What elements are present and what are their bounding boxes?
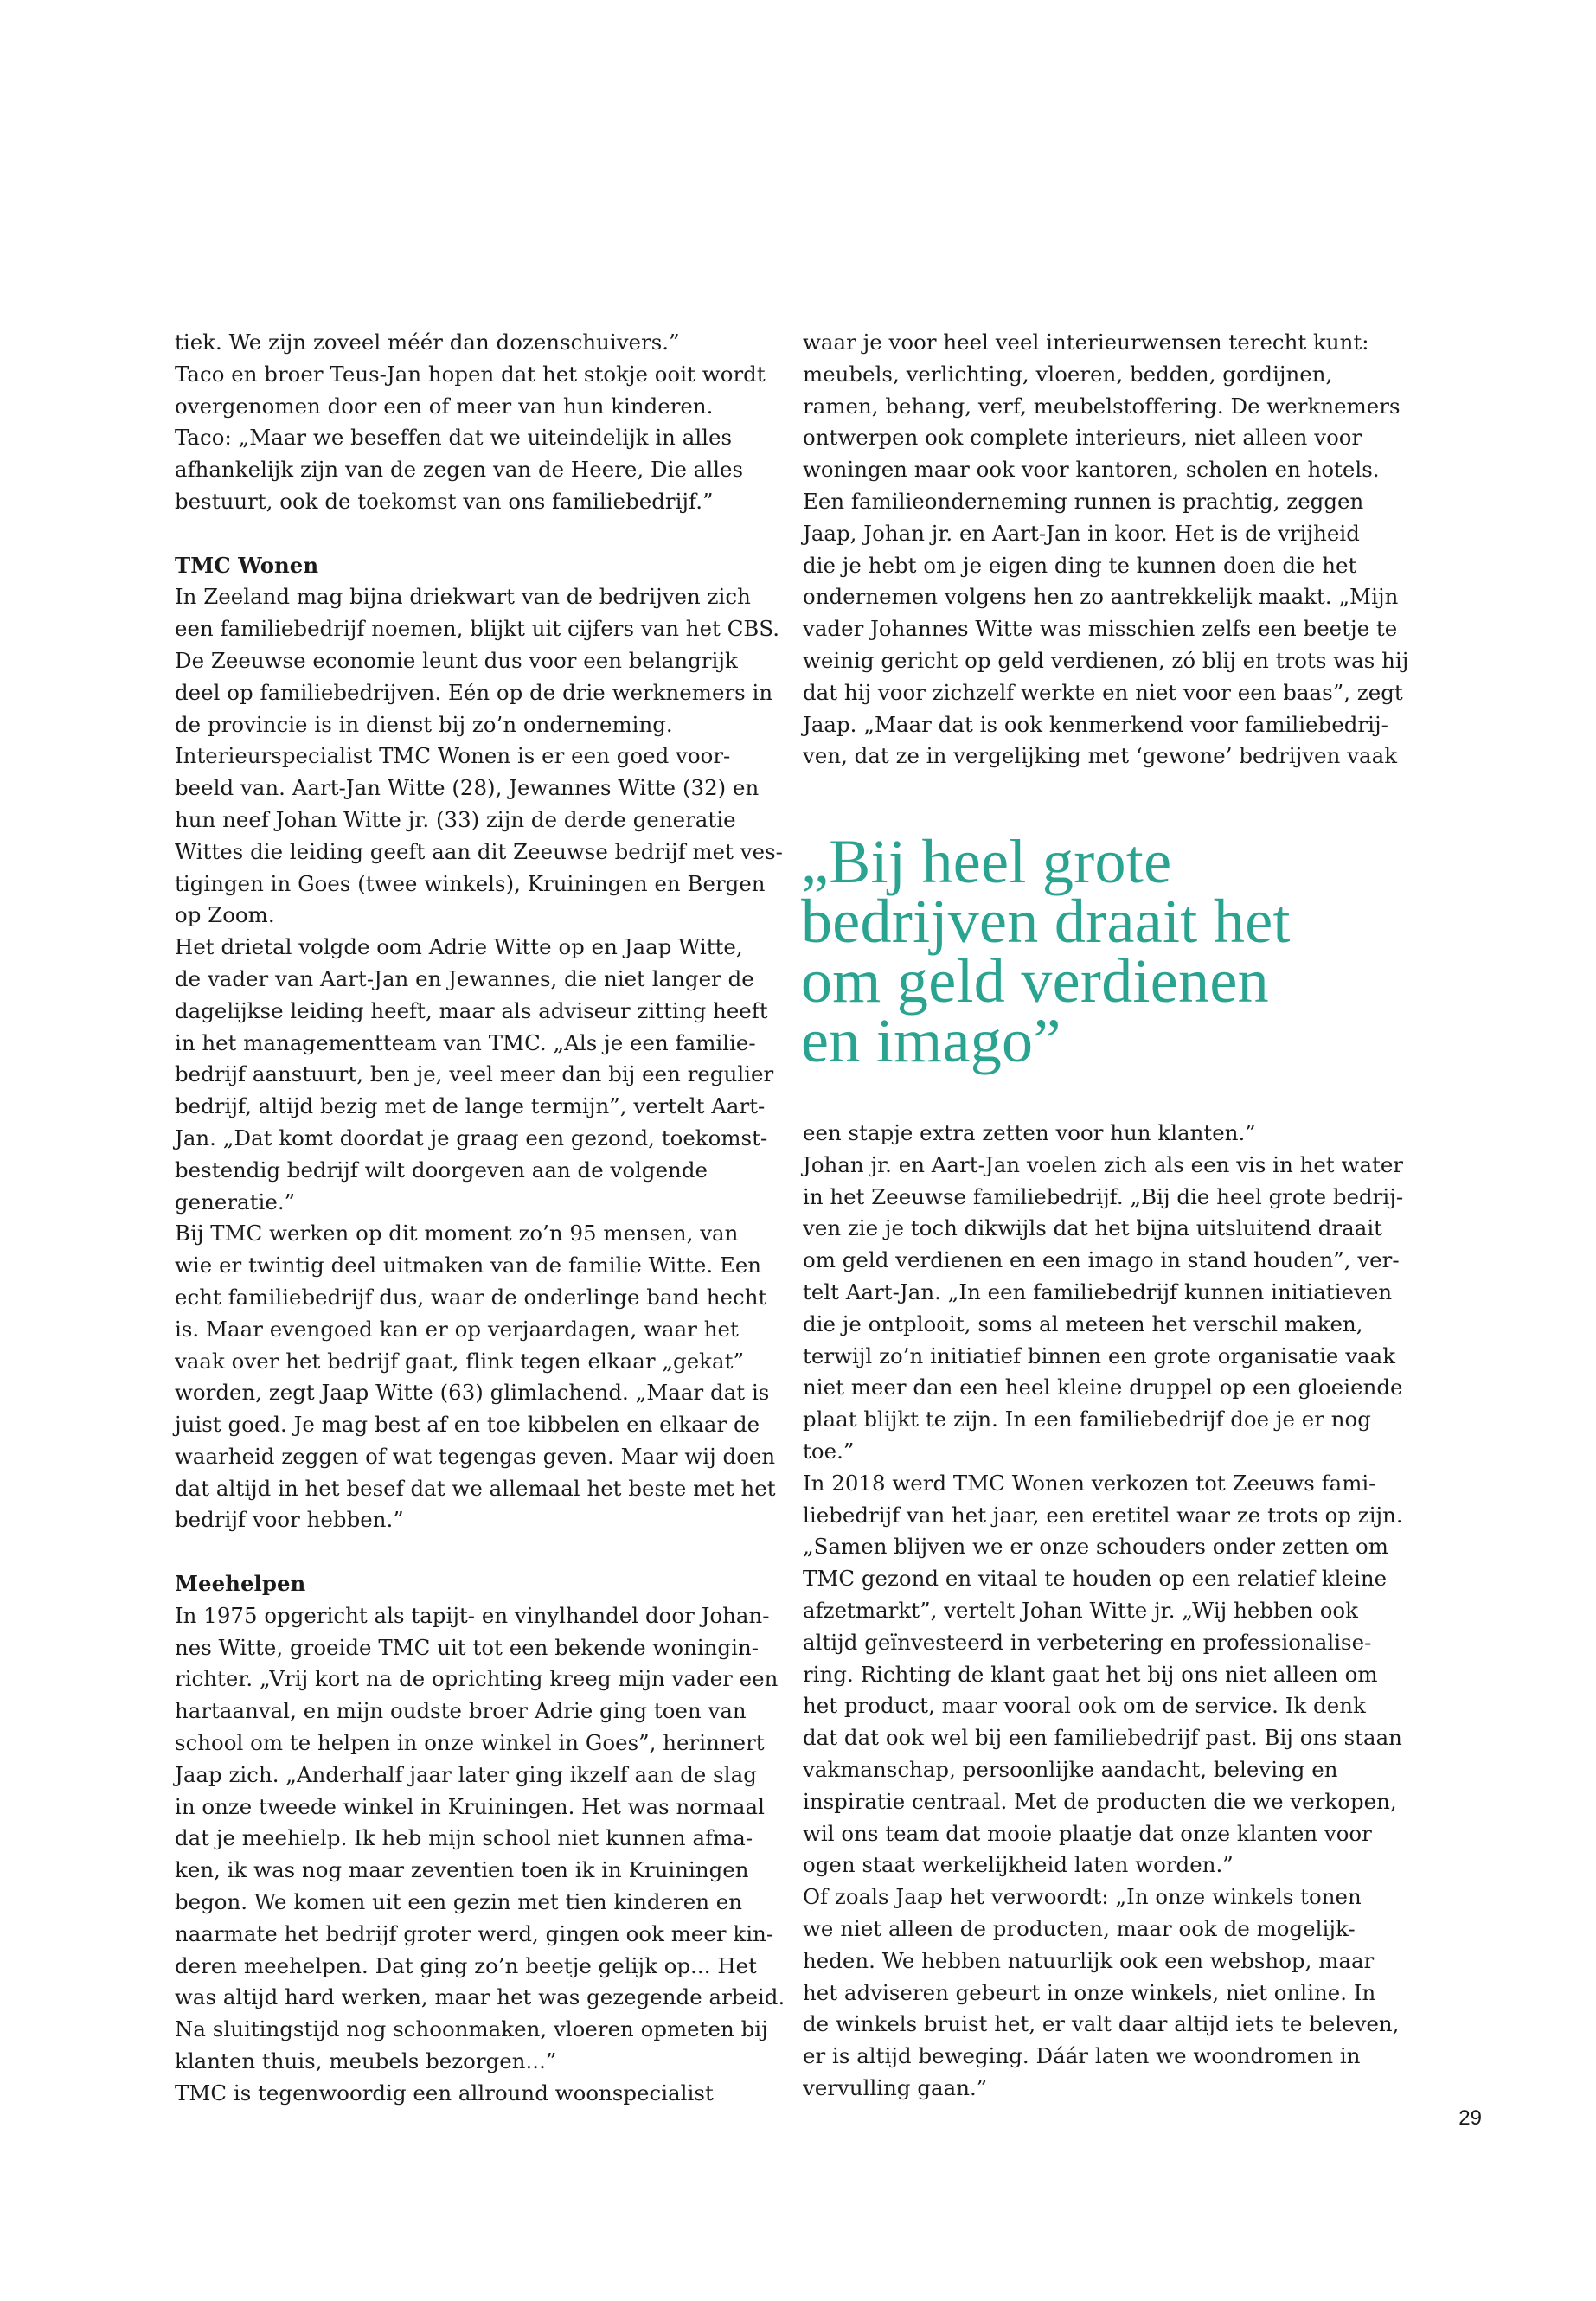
text-line: In 1975 opgericht als tapijt- en vinylhandel door Johan- [175,1602,770,1628]
text-line: is. Maar evengoed kan er op verjaardagen, waar het [175,1316,739,1342]
text-line: TMC is tegenwoordig een allround woonspecialist [175,2080,714,2106]
text-line: waar je voor heel veel interieurwensen terecht kunt: [803,330,1369,355]
text-line: terwijl zo’n initiatief binnen een grote organisatie vaak [803,1343,1396,1368]
text-line: Wittes die leiding geeft aan dit Zeeuwse bedrijf met ves- [175,838,783,864]
text-line: en imago” [801,1006,1061,1075]
section-heading-tmc-wonen: TMC Wonen [175,552,319,578]
text-line: bedrijven draait het [801,887,1291,956]
text-line: vervulling gaan.” [803,2074,988,2100]
text-line: om geld verdienen en een imago in stand houden”, ver- [803,1247,1400,1273]
pull-quote-text [801,827,1458,1075]
text-line: bedrijf aanstuurt, ben je, veel meer dan bij een regulier [175,1061,774,1087]
text-line: bestuurt, ook de toekomst van ons familiebedrijf.” [175,488,714,514]
intro-paragraph [175,327,766,518]
text-line: dat altijd in het besef dat we allemaal het beste met het [175,1475,776,1501]
section-tmc-wonen-body [175,581,783,1536]
text-line: in het Zeeuwse familiebedrijf. „Bij die heel grote bedrij- [803,1183,1404,1209]
text-line: waarheid zeggen of wat tegengas geven. Maar wij doen [175,1443,776,1469]
right-column-top-body [803,327,1409,772]
text-line: heden. We hebben natuurlijk ook een webshop, maar [803,1947,1375,1973]
text-line: Jaap, Johan jr. en Aart-Jan in koor. Het is de vrijheid [803,520,1360,546]
section-heading-meehelpen: Meehelpen [175,1571,306,1597]
text-line: tigingen in Goes (twee winkels), Kruiningen en Bergen [175,870,766,896]
text-line: school om te helpen in onze winkel in Goes”, herinnert [175,1730,765,1756]
text-line: deren meehelpen. Dat ging zo’n beetje gelijk op... Het [175,1952,757,1978]
text-line: Na sluitingstijd nog schoonmaken, vloeren opmeten bij [175,2016,768,2042]
text-line: In Zeeland mag bijna driekwart van de bedrijven zich [175,584,751,610]
text-line: echt familiebedrijf dus, waar de onderlinge band hecht [175,1284,767,1310]
left-column [175,327,785,2110]
text-line: dagelijkse leiding heeft, maar als adviseur zitting heeft [175,997,768,1023]
text-line: Jaap. „Maar dat is ook kenmerkend voor familiebedrij- [803,711,1388,737]
text-line: de winkels bruist het, er valt daar altijd iets te beleven, [803,2011,1400,2037]
text-line: die je hebt om je eigen ding te kunnen doen die het [803,552,1357,578]
text-line: Jan. „Dat komt doordat je graag een gezond, toekomst- [175,1125,768,1150]
text-line: in onze tweede winkel in Kruiningen. Het was normaal [175,1793,765,1819]
section-meehelpen-body [175,1600,785,2110]
text-line: wie er twintig deel uitmaken van de familie Witte. Een [175,1253,762,1279]
text-line: klanten thuis, meubels bezorgen...” [175,2048,557,2074]
text-line: een stapje extra zetten voor hun klanten.” [803,1120,1256,1145]
text-line: ven zie je toch dikwijls dat het bijna uitsluitend draait [803,1215,1383,1241]
text-line: Interieurspecialist TMC Wonen is er een goed voor- [175,743,731,769]
text-line: Taco en broer Teus-Jan hopen dat het stokje ooit wordt [175,361,766,387]
text-line: ondernemen volgens hen zo aantrekkelijk maakt. „Mijn [803,584,1399,610]
paragraph-gap [175,518,763,550]
text-line: ring. Richting de klant gaat het bij ons niet alleen om [803,1661,1378,1687]
text-line: hartaanval, en mijn oudste broer Adrie ging toen van [175,1698,747,1724]
text-line: om geld verdienen [801,946,1269,1016]
text-line: dat je meehielp. Ik heb mijn school niet kunnen afma- [175,1825,753,1851]
page-number: 29 [1458,2106,1482,2130]
text-line: Johan jr. en Aart-Jan voelen zich als een vis in het water [803,1151,1404,1177]
text-line: was altijd hard werken, maar het was gezegende arbeid. [175,1984,785,2010]
text-line: meubels, verlichting, vloeren, bedden, gordijnen, [803,361,1333,387]
text-line: De Zeeuwse economie leunt dus voor een belangrijk [175,647,738,673]
text-line: bedrijf voor hebben.” [175,1507,404,1533]
text-line: telt Aart-Jan. „In een familiebedrijf kunnen initiatieven [803,1279,1393,1304]
text-line: altijd geïnvesteerd in verbetering en professionalise- [803,1629,1372,1655]
text-line: ogen staat werkelijkheid laten worden.” [803,1852,1234,1878]
text-line: liebedrijf van het jaar, een eretitel waar ze trots op zijn. [803,1502,1403,1528]
text-line: er is altijd beweging. Dáár laten we woondromen in [803,2043,1361,2069]
text-line: we niet alleen de producten, maar ook de mogelijk- [803,1915,1356,1941]
text-line: juist goed. Je mag best af en toe kibbelen en elkaar de [175,1412,760,1438]
text-line: generatie.” [175,1189,296,1215]
paragraph-gap [175,1536,763,1568]
text-line: afhankelijk zijn van de zegen van de Heere, Die alles [175,457,744,483]
text-line: het adviseren gebeurt in onze winkels, niet online. In [803,1979,1376,2005]
text-line: plaat blijkt te zijn. In een familiebedrijf doe je er nog [803,1407,1371,1433]
text-line: naarmate het bedrijf groter werd, gingen ook meer kin- [175,1920,774,1946]
text-line: vaak over het bedrijf gaat, flink tegen elkaar „gekat” [175,1348,744,1374]
text-line: overgenomen door een of meer van hun kinderen. [175,393,714,419]
text-line: weinig gericht op geld verdienen, zó blij en trots was hij [803,647,1409,673]
text-line: vader Johannes Witte was misschien zelfs een beetje te [803,616,1398,642]
right-column-bottom-body [803,1118,1404,2105]
text-line: Taco: „Maar we beseffen dat we uiteindelijk in alles [175,425,733,451]
text-line: het product, maar vooral ook om de service. Ik denk [803,1693,1366,1719]
text-line: toe.” [803,1438,855,1464]
text-line: in het managementteam van TMC. „Als je een familie- [175,1029,756,1055]
text-line: Bij TMC werken op dit moment zo’n 95 mensen, van [175,1221,739,1247]
text-line: beeld van. Aart-Jan Witte (28), Jewannes Witte (32) en [175,775,760,801]
text-line: hun neef Johan Witte jr. (33) zijn de derde generatie [175,806,736,832]
text-line: niet meer dan een heel kleine druppel op een gloeiende [803,1375,1403,1400]
text-line: In 2018 werd TMC Wonen verkozen tot Zeeuws fami- [803,1470,1376,1496]
pull-quote [801,827,1458,1075]
text-line: wil ons team dat mooie plaatje dat onze klanten voor [803,1820,1372,1846]
text-line: dat dat ook wel bij een familiebedrijf past. Bij ons staan [803,1725,1402,1751]
right-column-top [803,327,1409,772]
text-line: worden, zegt Jaap Witte (63) glimlachend. „Maar dat is [175,1380,770,1406]
text-line: „Samen blijven we er onze schouders onder zetten om [803,1534,1388,1560]
right-column-bottom [803,1118,1404,2105]
text-line: ontwerpen ook complete interieurs, niet alleen voor [803,425,1362,451]
text-line: Een familieonderneming runnen is prachtig, zeggen [803,488,1364,514]
text-line: richter. „Vrij kort na de oprichting kreeg mijn vader een [175,1666,779,1692]
text-line: bestendig bedrijf wilt doorgeven aan de volgende [175,1157,708,1183]
text-line: die je ontplooit, soms al meteen het verschil maken, [803,1311,1363,1336]
text-line: ven, dat ze in vergelijking met ‘gewone’ bedrijven vaak [803,743,1398,769]
text-line: begon. We komen uit een gezin met tien kinderen en [175,1889,743,1915]
text-line: Jaap zich. „Anderhalf jaar later ging ikzelf aan de slag [175,1761,757,1787]
text-line: tiek. We zijn zoveel méér dan dozenschuivers.” [175,330,680,355]
text-line: vakmanschap, persoonlijke aandacht, beleving en [803,1756,1338,1782]
text-line: TMC gezond en vitaal te houden op een relatief kleine [803,1566,1388,1592]
text-line: ken, ik was nog maar zeventien toen ik in Kruiningen [175,1857,749,1883]
text-line: woningen maar ook voor kantoren, scholen en hotels. [803,457,1380,483]
text-line: „Bij heel grote [801,827,1172,896]
text-line: inspiratie centraal. Met de producten die we verkopen, [803,1788,1397,1814]
text-line: op Zoom. [175,902,275,928]
text-line: afzetmarkt”, vertelt Johan Witte jr. „Wij hebben ook [803,1597,1358,1623]
text-line: deel op familiebedrijven. Eén op de drie werknemers in [175,679,773,705]
text-line: ramen, behang, verf, meubelstoffering. De werknemers [803,393,1401,419]
text-line: Het drietal volgde oom Adrie Witte op en Jaap Witte, [175,934,743,960]
text-line: bedrijf, altijd bezig met de lange termijn”, vertelt Aart- [175,1093,766,1119]
text-line: Of zoals Jaap het verwoordt: „In onze winkels tonen [803,1884,1362,1910]
text-line: de vader van Aart-Jan en Jewannes, die niet langer de [175,965,754,991]
text-line: nes Witte, groeide TMC uit tot een bekende woningin- [175,1634,759,1660]
text-line: de provincie is in dienst bij zo’n onderneming. [175,711,673,737]
text-line: een familiebedrijf noemen, blijkt uit cijfers van het CBS. [175,616,780,642]
text-line: dat hij voor zichzelf werkte en niet voor een baas”, zegt [803,679,1403,705]
